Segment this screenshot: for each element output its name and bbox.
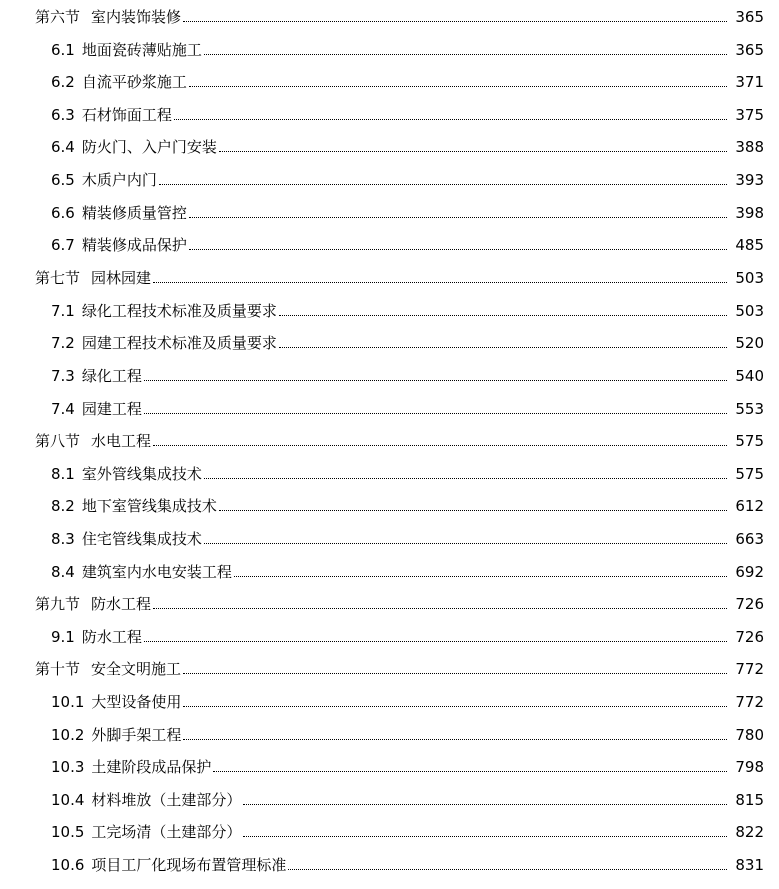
entry-number: 7.3 [51, 367, 75, 385]
entry-page-number: 553 [735, 400, 764, 418]
toc-entry-6-7[interactable] [0, 231, 779, 255]
dot-leader [144, 413, 727, 414]
entry-page-number: 663 [735, 530, 764, 548]
entry-title: 项目工厂化现场布置管理标准 [91, 856, 287, 874]
entry-number: 7.2 [51, 334, 75, 352]
dot-leader [189, 217, 727, 218]
entry-title: 室内装饰装修 [91, 8, 182, 26]
dot-leader [189, 249, 727, 250]
entry-page-number: 365 [735, 41, 764, 59]
entry-title: 材料堆放（土建部分） [91, 791, 242, 809]
entry-page-number: 388 [735, 138, 764, 156]
dot-leader [183, 706, 727, 707]
dot-leader [189, 86, 727, 87]
entry-page-number: 726 [735, 595, 764, 613]
entry-number: 8.4 [51, 563, 75, 581]
entry-title: 防水工程 [81, 628, 142, 646]
toc-entry-10-6[interactable] [0, 851, 779, 875]
entry-number: 6.1 [51, 41, 75, 59]
entry-number: 8.3 [51, 530, 75, 548]
entry-title: 园建工程技术标准及质量要求 [81, 334, 277, 352]
entry-title: 大型设备使用 [91, 693, 182, 711]
entry-title: 绿化工程 [81, 367, 142, 385]
entry-title: 自流平砂浆施工 [81, 73, 187, 91]
entry-page-number: 726 [735, 628, 764, 646]
toc-entry-6-2[interactable] [0, 68, 779, 92]
dot-leader [144, 641, 727, 642]
entry-page-number: 365 [735, 8, 764, 26]
dot-leader [288, 869, 727, 870]
entry-number: 第六节 [35, 8, 81, 26]
entry-number: 8.2 [51, 497, 75, 515]
entry-page-number: 798 [735, 758, 764, 776]
entry-title: 工完场清（土建部分） [91, 823, 242, 841]
entry-title: 防水工程 [91, 595, 152, 613]
entry-title: 木质户内门 [81, 171, 157, 189]
entry-page-number: 780 [735, 726, 764, 744]
toc-entry-10-3[interactable] [0, 753, 779, 777]
entry-number: 6.6 [51, 204, 75, 222]
entry-title: 石材饰面工程 [81, 106, 172, 124]
entry-number: 7.1 [51, 302, 75, 320]
entry-page-number: 371 [735, 73, 764, 91]
dot-leader [153, 445, 727, 446]
entry-title: 地下室管线集成技术 [81, 497, 217, 515]
entry-title: 防火门、入户门安装 [81, 138, 217, 156]
entry-number: 10.2 [51, 726, 85, 744]
entry-number: 10.1 [51, 693, 85, 711]
dot-leader [183, 739, 727, 740]
dot-leader [243, 804, 727, 805]
entry-page-number: 398 [735, 204, 764, 222]
entry-title: 室外管线集成技术 [81, 465, 202, 483]
entry-number: 6.7 [51, 236, 75, 254]
dot-leader [204, 543, 727, 544]
toc-entry-7-1[interactable] [0, 297, 779, 321]
entry-page-number: 575 [735, 465, 764, 483]
dot-leader [159, 184, 727, 185]
toc-entry-6-3[interactable] [0, 101, 779, 125]
toc-entry-8-3[interactable] [0, 525, 779, 549]
entry-number: 10.4 [51, 791, 85, 809]
toc-section-8[interactable] [0, 427, 779, 451]
toc-entry-10-2[interactable] [0, 721, 779, 745]
entry-page-number: 772 [735, 660, 764, 678]
entry-title: 住宅管线集成技术 [81, 530, 202, 548]
toc-entry-9-1[interactable] [0, 623, 779, 647]
dot-leader [219, 510, 727, 511]
toc-entry-7-2[interactable] [0, 329, 779, 353]
entry-title: 建筑室内水电安装工程 [81, 563, 232, 581]
toc-entry-6-5[interactable] [0, 166, 779, 190]
entry-title: 绿化工程技术标准及质量要求 [81, 302, 277, 320]
entry-number: 第十节 [35, 660, 81, 678]
toc-entry-6-6[interactable] [0, 199, 779, 223]
entry-title: 园建工程 [81, 400, 142, 418]
entry-page-number: 692 [735, 563, 764, 581]
toc-entry-8-1[interactable] [0, 460, 779, 484]
entry-page-number: 485 [735, 236, 764, 254]
toc-entry-7-4[interactable] [0, 395, 779, 419]
entry-page-number: 520 [735, 334, 764, 352]
dot-leader [204, 54, 727, 55]
dot-leader [243, 836, 727, 837]
entry-title: 精装修质量管控 [81, 204, 187, 222]
entry-page-number: 375 [735, 106, 764, 124]
dot-leader [279, 315, 727, 316]
entry-page-number: 815 [735, 791, 764, 809]
dot-leader [204, 478, 727, 479]
entry-page-number: 575 [735, 432, 764, 450]
dot-leader [219, 151, 727, 152]
toc-entry-7-3[interactable] [0, 362, 779, 386]
toc-entry-8-2[interactable] [0, 492, 779, 516]
entry-page-number: 772 [735, 693, 764, 711]
dot-leader [213, 771, 727, 772]
entry-page-number: 503 [735, 269, 764, 287]
dot-leader [144, 380, 727, 381]
entry-number: 第七节 [35, 269, 81, 287]
entry-number: 8.1 [51, 465, 75, 483]
entry-title: 精装修成品保护 [81, 236, 187, 254]
dot-leader [183, 21, 727, 22]
toc-section-6[interactable] [0, 3, 779, 27]
entry-title: 安全文明施工 [91, 660, 182, 678]
entry-page-number: 831 [735, 856, 764, 874]
entry-number: 第八节 [35, 432, 81, 450]
entry-number: 6.5 [51, 171, 75, 189]
toc-entry-6-4[interactable] [0, 133, 779, 157]
dot-leader [279, 347, 727, 348]
entry-number: 10.3 [51, 758, 85, 776]
entry-page-number: 540 [735, 367, 764, 385]
entry-number: 10.6 [51, 856, 85, 874]
toc-section-9[interactable] [0, 590, 779, 614]
toc-entry-10-5[interactable] [0, 818, 779, 842]
entry-page-number: 393 [735, 171, 764, 189]
entry-number: 9.1 [51, 628, 75, 646]
entry-number: 6.3 [51, 106, 75, 124]
entry-page-number: 612 [735, 497, 764, 515]
toc-entry-10-1[interactable] [0, 688, 779, 712]
entry-number: 7.4 [51, 400, 75, 418]
entry-number: 10.5 [51, 823, 85, 841]
toc-section-10[interactable] [0, 655, 779, 679]
entry-number: 6.4 [51, 138, 75, 156]
entry-title: 土建阶段成品保护 [91, 758, 212, 776]
toc-entry-10-4[interactable] [0, 786, 779, 810]
dot-leader [153, 608, 727, 609]
toc-entry-8-4[interactable] [0, 558, 779, 582]
entry-title: 园林园建 [91, 269, 152, 287]
toc-entry-6-1[interactable] [0, 36, 779, 60]
dot-leader [174, 119, 727, 120]
entry-title: 地面瓷砖薄贴施工 [81, 41, 202, 59]
entry-title: 水电工程 [91, 432, 152, 450]
dot-leader [183, 673, 727, 674]
dot-leader [153, 282, 727, 283]
dot-leader [234, 576, 727, 577]
toc-section-7[interactable] [0, 264, 779, 288]
entry-number: 6.2 [51, 73, 75, 91]
entry-title: 外脚手架工程 [91, 726, 182, 744]
entry-page-number: 822 [735, 823, 764, 841]
entry-number: 第九节 [35, 595, 81, 613]
entry-page-number: 503 [735, 302, 764, 320]
